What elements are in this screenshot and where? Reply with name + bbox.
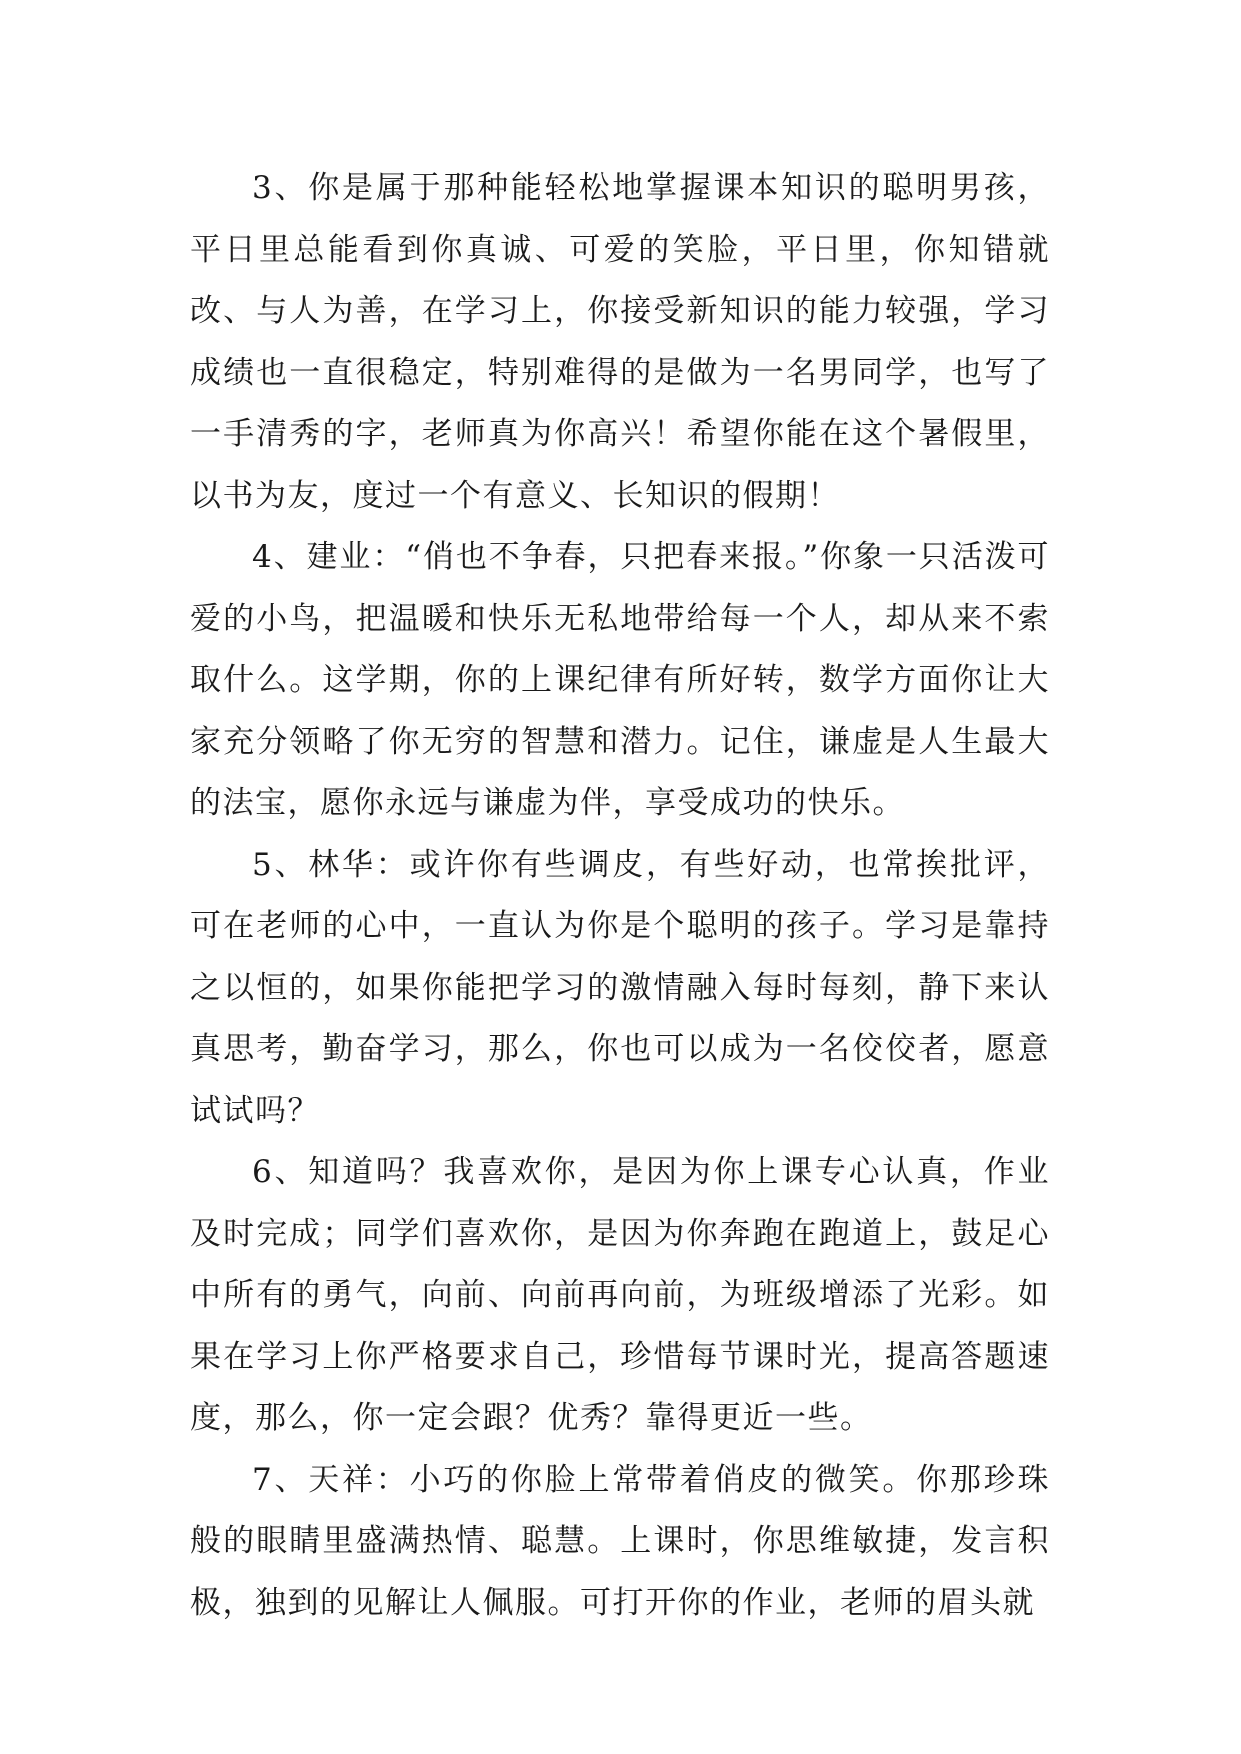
paragraph-5: 5、林华：或许你有些调皮，有些好动，也常挨批评，可在老师的心中，一直认为你是个聪明的孩子。学习是靠持之以恒的，如果你能把学习的激情融入每时每刻，静下来认真思考，勤奋学习，那么，你也可以成为一名佼佼者，愿意试试吗？ — [190, 846, 1050, 1129]
paragraph-6: 6、知道吗？我喜欢你，是因为你上课专心认真，作业及时完成；同学们喜欢你，是因为你奔跑在跑道上，鼓足心中所有的勇气，向前、向前再向前，为班级增添了光彩。如果在学习上你严格要求自己，珍惜每节课时光，提高答题速度，那么，你一定会跟？优秀？靠得更近一些。 — [190, 1154, 1050, 1436]
paragraph-4: 4、建业：“俏也不争春，只把春来报。”你象一只活泼可爱的小鸟，把温暖和快乐无私地带给每一个人，却从来不索取什么。这学期，你的上课纪律有所好转，数学方面你让大家充分领略了你无穷的智慧和潜力。记住，谦虚是人生最大的法宝，愿你永远与谦虚为伴，享受成功的快乐。 — [190, 539, 1050, 821]
paragraph-7: 7、天祥：小巧的你脸上常带着俏皮的微笑。你那珍珠般的眼睛里盛满热情、聪慧。上课时，你思维敏捷，发言积极，独到的见解让人佩服。可打开你的作业，老师的眉头就 — [190, 1461, 1050, 1621]
document-body — [190, 158, 1050, 1634]
paragraph-3: 3、你是属于那种能轻松地掌握课本知识的聪明男孩，平日里总能看到你真诚、可爱的笑脸，平日里，你知错就改、与人为善，在学习上，你接受新知识的能力较强，学习成绩也一直很稳定，特别难得的是做为一名男同学，也写了一手清秀的字，老师真为你高兴！希望你能在这个暑假里，以书为友，度过一个有意义、长知识的假期！ — [190, 170, 1050, 514]
